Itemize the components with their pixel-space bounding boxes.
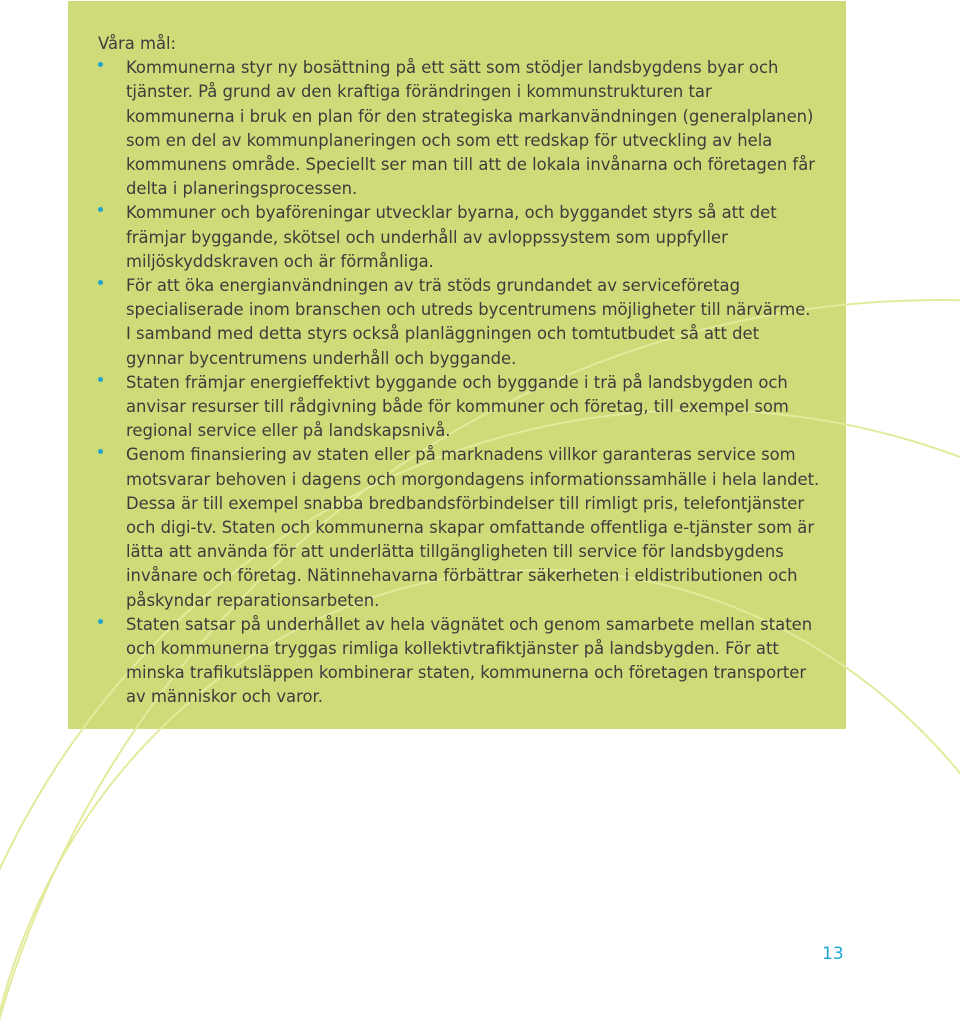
bullet-icon	[98, 62, 103, 67]
bullet-icon	[98, 280, 103, 285]
goal-item	[98, 56, 820, 201]
goal-text: För att öka energianvändningen av trä stöds grundandet av serviceföretag specialiserade inom branschen och utreds bycentrumens möjligheter till närvärme. I samband med detta styrs också planläggningen och tomtutbudet så att det gynnar bycentrumens underhåll och byggande.	[126, 276, 811, 368]
goal-text: Kommunerna styr ny bosättning på ett sätt som stödjer landsbygdens byar och tjänster. På grund av den kraftiga förändringen i kommunstrukturen tar kommunerna i bruk en plan för den strategiska markanvändningen (generalplanen) som en del av kommunplaneringen och som ett redskap för utveckling av hela kommunens område. Speciellt ser man till att de lokala invånarna och företagen får delta i planeringsprocessen.	[126, 58, 815, 199]
bullet-icon	[98, 449, 103, 454]
goals-section	[98, 32, 820, 710]
goal-text: Genom finansiering av staten eller på marknadens villkor garanteras service som motsvarar behoven i dagens och morgondagens informationssamhälle i hela landet. Dessa är till exempel snabba bredbandsförbindelser till rimligt pris, telefontjänster och digi-tv. Staten och kommunerna skapar omfattande offentliga e-tjänster som är lätta att använda för att underlätta tillgängligheten till service för landsbygdens invånare och företag. Nätinnehavarna förbättrar säkerheten i eldistributionen och påskyndar reparationsarbeten.	[126, 445, 820, 610]
goal-item	[98, 201, 820, 274]
bullet-icon	[98, 619, 103, 624]
bullet-icon	[98, 207, 103, 212]
goal-text: Kommuner och byaföreningar utvecklar byarna, och byggandet styrs så att det främjar byggande, skötsel och underhåll av avloppssystem som uppfyller miljöskyddskraven och är förmånliga.	[126, 203, 777, 271]
goal-item	[98, 274, 820, 371]
goal-item	[98, 613, 820, 710]
goals-heading: Våra mål:	[98, 34, 177, 53]
bullet-icon	[98, 377, 103, 382]
goals-list	[98, 56, 820, 709]
goal-text: Staten satsar på underhållet av hela vägnätet och genom samarbete mellan staten och kommunerna tryggas rimliga kollektivtrafiktjänster på landsbygden. För att minska trafikutsläppen kombinerar staten, kommunerna och företagen transporter av människor och varor.	[126, 614, 813, 707]
goal-text: Staten främjar energieffektivt byggande och byggande i trä på landsbygden och anvisar resurser till rådgivning både för kommuner och företag, till exempel som regional service eller på landskapsnivå.	[126, 372, 789, 441]
goal-item	[98, 443, 820, 612]
page-number: 13	[822, 944, 844, 964]
goal-item	[98, 371, 820, 444]
